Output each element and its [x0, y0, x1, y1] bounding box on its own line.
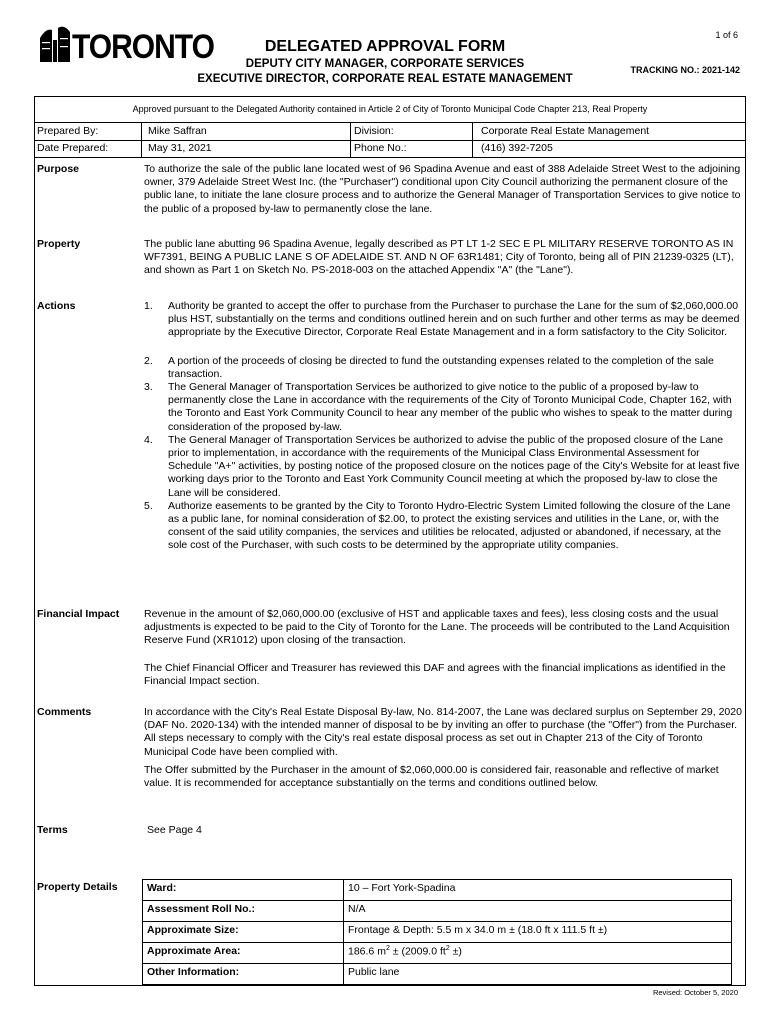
approximate-area-label: Approximate Area: [143, 943, 344, 964]
other-information-label: Other Information: [143, 964, 344, 985]
phone-value: (416) 392-7205 [481, 142, 553, 154]
revised-date: Revised: October 5, 2020 [652, 988, 738, 997]
approximate-size-value: Frontage & Depth: 5.5 m x 34.0 m ± (18.0 ft x 111.5 ft ±) [344, 922, 732, 943]
divider [350, 122, 351, 157]
list-item: 5. Authorize easements to be granted by the City to Toronto Hydro-Electric System Limited following the closure of the Lane as a public lane, for nominal consideration of $2.00, to protect the existing services and utilities in the Lane, or, with the consent of the said utility companies, the services and utilities be relocated, adjusted or abandoned, if necessary, at the sole cost of the Purchaser, with such costs to be determined by the appropriate utility companies. [144, 499, 731, 552]
ward-value: 10 – Fort York-Spadina [344, 880, 732, 901]
table-row [143, 943, 732, 964]
table-row [143, 964, 732, 985]
list-item: 3. The General Manager of Transportation Services be authorized to give notice to the public of a proposed by-law to permanently close the Lane in accordance with the requirements of the City of Toronto Municipal Code, Chapter 162, with the Toronto and East York Community Council to hear any member of the public who wishes to speak to the matter during consideration of the proposed by-law. [144, 381, 733, 433]
property-details-table [142, 879, 732, 985]
terms-text: See Page 4 [147, 824, 202, 836]
assessment-roll-label: Assessment Roll No.: [143, 901, 344, 922]
financial-impact-text-2: The Chief Financial Officer and Treasurer has reviewed this DAF and agrees with the financial implications as identified in the Financial Impact section. [144, 662, 726, 688]
financial-impact-text-1: Revenue in the amount of $2,060,000.00 (exclusive of HST and applicable taxes and fees), less closing costs and the usual adjustments is expected to be paid to the City of Toronto for the Lane. The proceeds will be contributed to the Land Acquisition Reserve Fund (XR1012) upon closing of the transaction. [144, 608, 730, 647]
terms-label: Terms [37, 824, 68, 836]
prepared-by-label: Prepared By: [37, 125, 99, 137]
property-details-label: Property Details [37, 881, 118, 893]
approximate-size-label: Approximate Size: [143, 922, 344, 943]
property-text: The public lane abutting 96 Spadina Avenue, legally described as PT LT 1-2 SEC E PL MILITARY RESERVE TORONTO AS IN WF7391, BEING A PUBLIC LANE S OF ADELAIDE ST. AND N OF 63R1481; City of Toronto, being all of PIN 21239-0325 (LT), and shown as Part 1 on Sketch No. PS-2018-003 on the attached Appendix "A" (the "Lane"). [144, 238, 734, 277]
assessment-roll-value: N/A [344, 901, 732, 922]
approval-authority-text: Approved pursuant to the Delegated Authority contained in Article 2 of City of Toronto Municipal Code Chapter 213, Real Property [132, 104, 648, 114]
purpose-label: Purpose [37, 163, 80, 175]
divider [472, 122, 473, 157]
ward-label: Ward: [143, 880, 344, 901]
division-value: Corporate Real Estate Management [481, 125, 650, 137]
divider [34, 157, 746, 158]
division-label: Division: [354, 125, 394, 137]
purpose-text: To authorize the sale of the public lane located west of 96 Spadina Avenue and east of 388 Adelaide Street West to the adjoining owner, 379 Adelaide Street West Inc. (the "Purchaser") conditional upon City Council authorizing the permanent closure of the public lane, to initiate the lane closure process and to authorize the General Manager of Transportation Services to give notice to the public of a proposed by-law to permanently close the lane. [144, 163, 741, 215]
comments-text-2: The Offer submitted by the Purchaser in the amount of $2,060,000.00 is considered fair, reasonable and reflective of market value. It is recommended for acceptance substantially on the terms and conditions outlined below. [144, 764, 719, 790]
logo-wordmark: TORONTO [72, 28, 214, 66]
table-row [143, 880, 732, 901]
list-item: 2. A portion of the proceeds of closing be directed to fund the outstanding expenses related to the completion of the sale transaction. [144, 354, 714, 380]
prepared-by-value: Mike Saffran [148, 125, 207, 137]
divider [141, 122, 142, 157]
form-subtitle-2: EXECUTIVE DIRECTOR, CORPORATE REAL ESTATE MANAGEMENT [197, 73, 573, 85]
list-item: 4. The General Manager of Transportation Services be authorized to advise the public of the proposed closure of the Lane prior to implementation, in accordance with the requirements of the Municipal Class Environmental Assessment for Schedule "A+" activities, by posting notice of the proposed closure on the notices page of the City's Website for at least five working days prior to the Toronto and East York Community Council meeting at which the proposed by-law to close the Lane will be considered. [144, 433, 740, 499]
form-title: DELEGATED APPROVAL FORM [264, 38, 506, 55]
page-number: 1 of 6 [715, 30, 738, 40]
tracking-number: TRACKING NO.: 2021-142 [630, 65, 740, 75]
approximate-area-value: 186.6 $m^2 \pm (2009.0$ $ft^2$ ±) [344, 943, 732, 964]
date-prepared-label: Date Prepared: [37, 142, 109, 154]
phone-label: Phone No.: [354, 142, 407, 154]
actions-list [144, 300, 742, 553]
comments-text-1: In accordance with the City's Real Estate Disposal By-law, No. 814-2007, the Lane was declared surplus on September 29, 2020 (DAF No. 2020-134) with the intended manner of disposal to be by inviting an offer to purchase (the "Offer") from the Purchaser. All steps necessary to comply with the City's real estate disposal process as set out in Chapter 213 of the City of Toronto Municipal Code have been complied with. [144, 706, 742, 758]
other-information-value: Public lane [344, 964, 732, 985]
table-row [143, 901, 732, 922]
form-subtitle-1: DEPUTY CITY MANAGER, CORPORATE SERVICES [245, 58, 525, 70]
property-label: Property [37, 238, 81, 250]
list-item: 1. Authority be granted to accept the offer to purchase from the Purchaser to purchase the Lane for the sum of $2,060,000.00 plus HST, substantially on the terms and conditions outlined herein and on such further and other terms as may be deemed appropriate by the Executive Director, Corporate Real Estate Management and in a form satisfactory to the City Solicitor. [144, 300, 740, 339]
date-prepared-value: May 31, 2021 [148, 142, 212, 154]
table-row [143, 922, 732, 943]
comments-label: Comments [37, 706, 92, 718]
actions-label: Actions [37, 300, 76, 312]
financial-impact-label: Financial Impact [37, 608, 120, 620]
